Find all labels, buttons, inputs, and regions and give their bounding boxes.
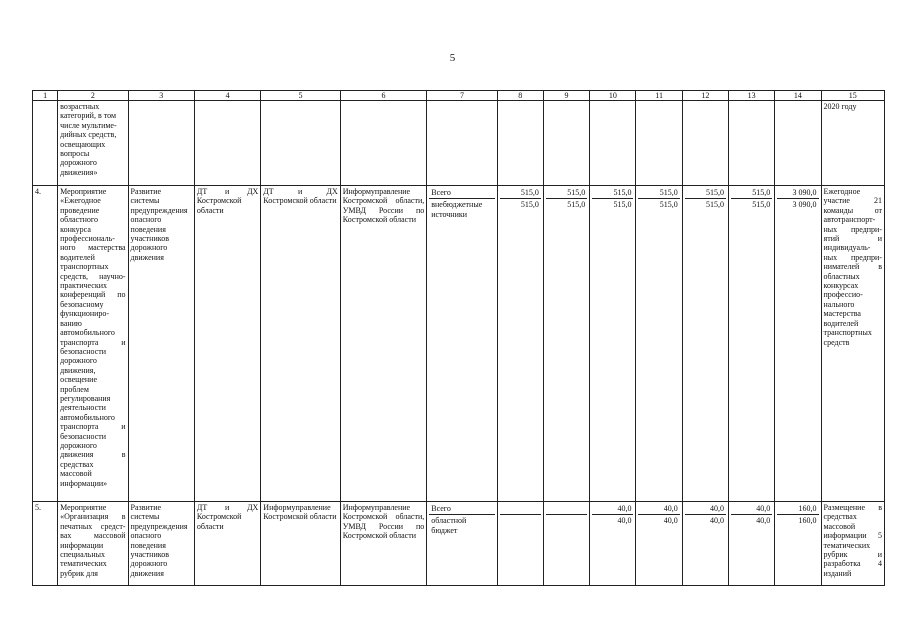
activity-cell: возрастных категорий, в том числе мультиме-дийных средств, освещающих вопросы дорожного движения» [58, 101, 128, 186]
column-header: 7 [427, 91, 497, 101]
value-cell [728, 186, 774, 502]
activity-cell: Мероприятие «Ежегодное проведение областного конкурса профессиональ-ного мастерства водителей транспортных средств, научно-практических конференций по безопасному функциониро-ванию автомобильного транспорта и безопасности дорожного движения, освещение проблем регулирования деятельности автомобильного транспорта и безопасности дорожного движения в средствах массовой информации» [58, 186, 128, 502]
value-total: 515,0 [752, 188, 771, 197]
source-total: Всего [431, 188, 451, 197]
column-header: 10 [590, 91, 636, 101]
value-cell [590, 502, 636, 586]
value-cell [775, 186, 821, 502]
value-total [500, 503, 541, 514]
table-row-5 [33, 502, 885, 586]
value-total: 515,0 [613, 188, 632, 197]
value-source: 40,0 [685, 514, 726, 526]
page-number: 5 [449, 52, 456, 64]
value-source: 160,0 [777, 514, 818, 526]
value-source: 515,0 [685, 198, 726, 210]
column-header: 4 [194, 91, 260, 101]
value-cell [497, 186, 543, 502]
responsible-cell: ДТ и ДХ Костромской области [194, 186, 260, 502]
goal-cell: Развитие системы предупреждения опасного поведения участников дорожного движения [128, 502, 194, 586]
value-total [546, 503, 587, 514]
result-cell: 2020 году [821, 101, 884, 186]
value-cell [636, 502, 682, 586]
column-header: 13 [728, 91, 774, 101]
column-number-row [33, 91, 885, 101]
participants-cell: Информуправление Костромской области, УМВД России по Костромской области [340, 502, 427, 586]
activity-cell: Мероприятие «Организация в печатных средст-вах массовой информации специальных тематических рубрик для [58, 502, 128, 586]
column-header: 11 [636, 91, 682, 101]
program-table [32, 90, 885, 586]
empty-cell [590, 101, 636, 186]
value-cell [636, 186, 682, 502]
empty-cell [194, 101, 260, 186]
empty-cell [340, 101, 427, 186]
value-total: 40,0 [663, 504, 678, 513]
participants-cell: Информуправление Костромской области, УМВД России по Костромской области [340, 186, 427, 502]
column-header: 5 [261, 91, 340, 101]
row-number-cell [33, 101, 58, 186]
source-extrabudget: внебюджетные источники [429, 198, 494, 220]
value-source [500, 514, 541, 526]
value-source: 40,0 [638, 514, 679, 526]
column-header: 8 [497, 91, 543, 101]
column-header: 14 [775, 91, 821, 101]
empty-cell [682, 101, 728, 186]
value-source: 40,0 [592, 514, 633, 526]
result-cell: Размещение в средствах массовой информации 5 тематических рубрик и разработка 4 изданий [821, 502, 884, 586]
table-row-4 [33, 186, 885, 502]
value-total: 515,0 [567, 188, 586, 197]
value-cell [682, 502, 728, 586]
column-header: 1 [33, 91, 58, 101]
value-source: 515,0 [638, 198, 679, 210]
empty-cell [261, 101, 340, 186]
empty-cell [128, 101, 194, 186]
empty-cell [636, 101, 682, 186]
value-source: 3 090,0 [777, 198, 818, 210]
funding-source-cell [427, 502, 497, 586]
value-total: 40,0 [756, 504, 771, 513]
value-cell [775, 502, 821, 586]
value-source: 40,0 [731, 514, 772, 526]
value-source: 515,0 [546, 198, 587, 210]
empty-cell [427, 101, 497, 186]
value-source: 515,0 [731, 198, 772, 210]
value-source [546, 514, 587, 526]
column-header: 15 [821, 91, 884, 101]
value-total: 40,0 [617, 504, 632, 513]
value-cell [543, 186, 589, 502]
executor-cell: Информуправление Костромской области [261, 502, 340, 586]
value-total: 40,0 [709, 504, 724, 513]
value-total: 515,0 [659, 188, 678, 197]
column-header: 6 [340, 91, 427, 101]
value-source: 515,0 [500, 198, 541, 210]
value-source: 515,0 [592, 198, 633, 210]
row-number-cell: 4. [33, 186, 58, 502]
value-total: 515,0 [520, 188, 539, 197]
value-cell [728, 502, 774, 586]
source-regional-budget: областной бюджет [429, 514, 494, 536]
value-cell [590, 186, 636, 502]
column-header: 3 [128, 91, 194, 101]
empty-cell [497, 101, 543, 186]
executor-cell: ДТ и ДХ Костромской области [261, 186, 340, 502]
column-header: 9 [543, 91, 589, 101]
value-total: 3 090,0 [792, 188, 817, 197]
empty-cell [728, 101, 774, 186]
value-total: 160,0 [798, 504, 817, 513]
value-total: 515,0 [705, 188, 724, 197]
result-cell: Ежегодное участие 21 команды от автотранспорт-ных предпри-ятий и индивидуаль-ных предпри-нимателей в областных конкурсах профессио-нального мастерства водителей транспортных средств [821, 186, 884, 502]
funding-source-cell [427, 186, 497, 502]
responsible-cell: ДТ и ДХ Костромской области [194, 502, 260, 586]
empty-cell [775, 101, 821, 186]
empty-cell [543, 101, 589, 186]
value-cell [497, 502, 543, 586]
column-header: 2 [58, 91, 128, 101]
value-cell [543, 502, 589, 586]
row-number-cell: 5. [33, 502, 58, 586]
continuation-row [33, 101, 885, 186]
source-total: Всего [431, 504, 451, 513]
column-header: 12 [682, 91, 728, 101]
value-cell [682, 186, 728, 502]
goal-cell: Развитие системы предупреждения опасного поведения участников дорожного движения [128, 186, 194, 502]
